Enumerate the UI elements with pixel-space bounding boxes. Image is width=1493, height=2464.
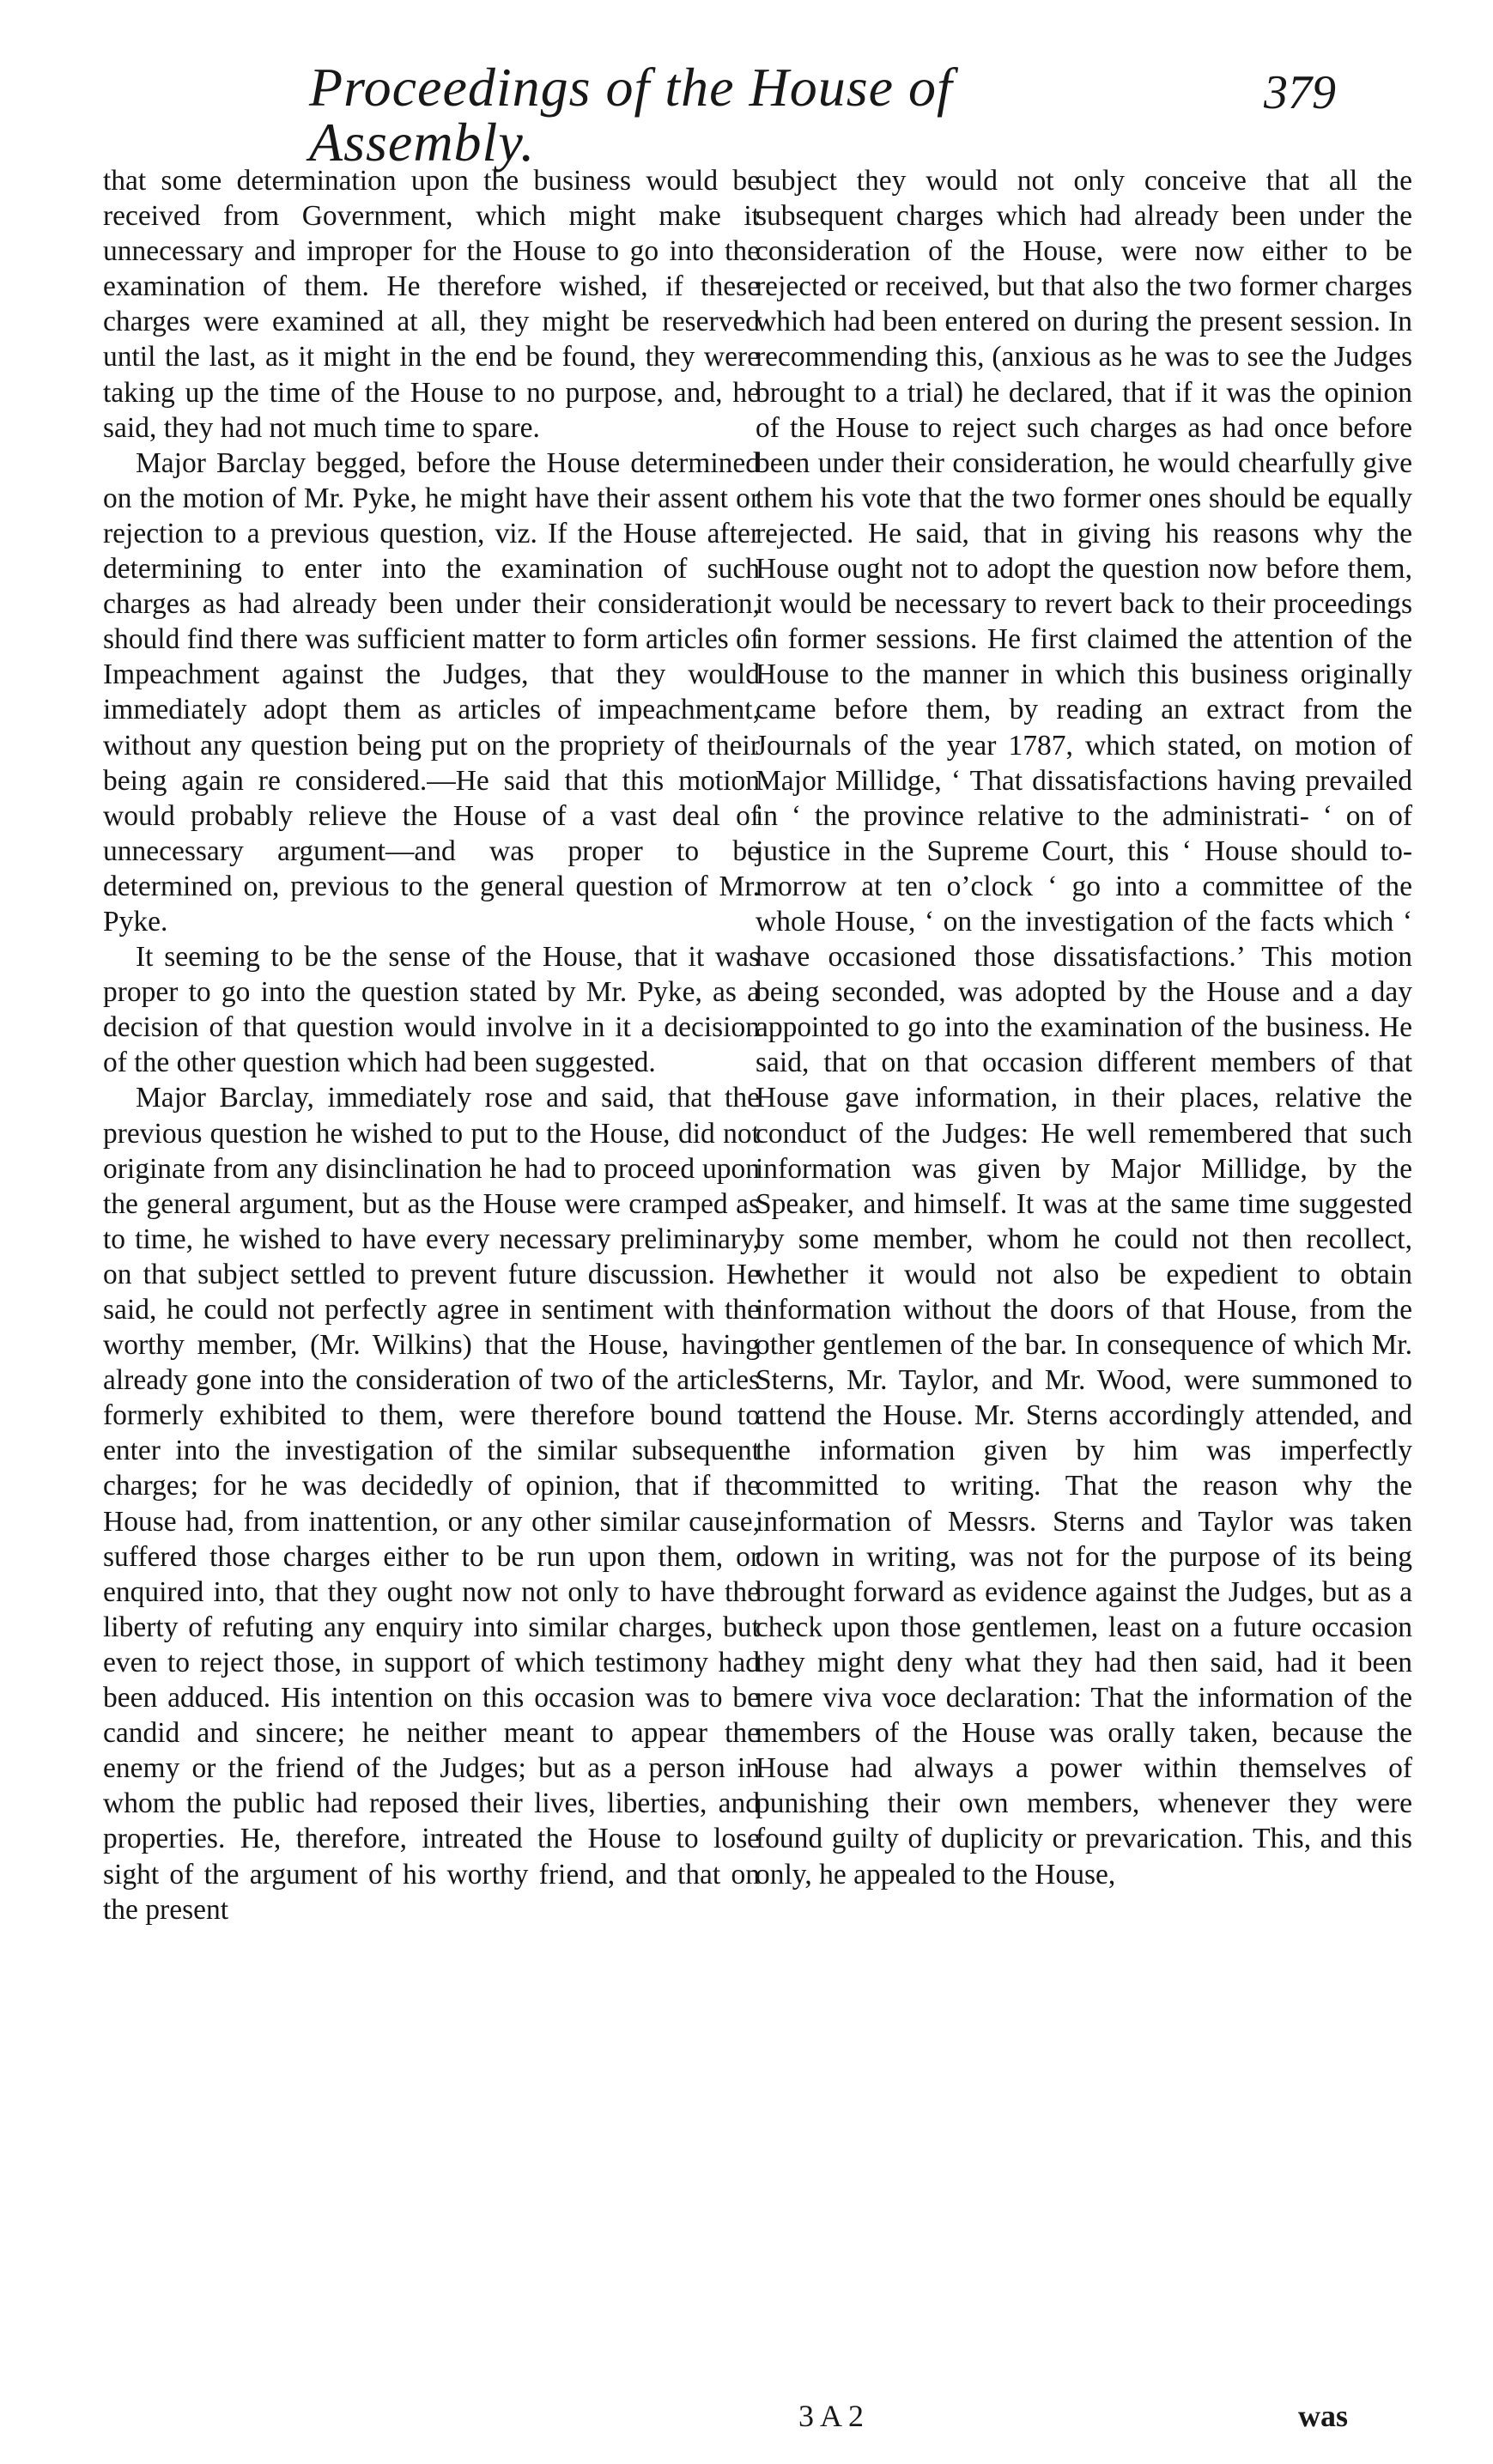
paragraph: Major Barclay begged, before the House determined on the motion of Mr. Pyke, he might have their assent or rejection to a previous question, viz. If the House after determining to enter into the examination of such charges as had already been under their consideration, should find there was sufficient matter to form articles of Impeachment against the Judges, that they would immediately adopt them as articles of impeachment, without any question being put on the propriety of their being again re considered.—He said that this motion would probably relieve the House of a vast deal of unnecessary argument—and was proper to be determined on, previous to the general question of Mr. Pyke.: [103, 446, 761, 938]
paragraph: It seeming to be the sense of the House, that it was proper to go into the question stated by Mr. Pyke, as a decision of that question would involve in it a decision of the other question which had been suggested.: [103, 941, 760, 1079]
left-column: [103, 163, 760, 1927]
paragraph: that some determination upon the business would be received from Government, which might make it unnecessary and improper for the House to go into the examination of them. He therefore wished, if these charges were examined at all, they might be reserved until the last, as it might in the end be found, they were taking up the time of the House to no purpose, and, he said, they had not much time to spare.: [103, 165, 760, 444]
catchword: was: [1298, 2399, 1349, 2433]
running-header: Proceedings of the House of Assembly.: [309, 57, 953, 173]
signature-mark: 3 A 2: [798, 2399, 865, 2433]
right-column: [756, 163, 1412, 1892]
paragraph: subject they would not only conceive that all the subsequent charges which had already been under the consideration of the House, were now either to be rejected or received, but that also the two former charges which had been entered on during the present session. In recommending this, (anxious as he was to see the Judges brought to a trial) he declared, that if it was the opinion of the House to reject such charges as had once before been under their consideration, he would chearfully give them his vote that the two former ones should be equally rejected. He said, that in giving his reasons why the House ought not to adopt the question now before them, it would be necessary to revert back to their proceedings in former sessions. He first claimed the attention of the House to the manner in which this business originally came before them, by reading an extract from the Journals of the year 1787, which stated, on motion of Major Millidge, ‘ That dissatisfactions having prevailed in ‘ the province relative to the administrati- ‘ on of justice in the Supreme Court, this ‘ House should to-morrow at ten o’clock ‘ go into a committee of the whole House, ‘ on the investigation of the facts which ‘ have occasioned those dissatisfactions.’ This motion being seconded, was adopted by the House and a day appointed to go into the examination of the business. He said, that on that occasion different members of that House gave information, in their places, relative the conduct of the Judges: He well remembered that such information was given by Major Millidge, by the Speaker, and himself. It was at the same time suggested by some member, whom he could not then recollect, whether it would not also be expedient to obtain information without the doors of that House, from the other gentlemen of the bar. In consequence of which Mr. Sterns, Mr. Taylor, and Mr. Wood, were summoned to attend the House. Mr. Sterns accordingly attended, and the information given by him was imperfectly committed to writing. That the reason why the information of Messrs. Sterns and Taylor was taken down in writing, was not for the purpose of its being brought forward as evidence against the Judges, but as a check upon those gentlemen, least on a future occasion they might deny what they had then said, had it been mere viva voce declaration: That the information of the members of the House was orally taken, because the House had always a power within themselves of punishing their own members, whenever they were found guilty of duplicity or prevarication. This, and this only, he appealed to the House,: [756, 165, 1412, 1890]
paragraph: Major Barclay, immediately rose and said, that the previous question he wished to put to the House, did not originate from any disinclination he had to proceed upon the general argument, but as the House were cramped as to time, he wished to have every necessary preliminary, on that subject settled to prevent future discussion. He said, he could not perfectly agree in sentiment with the worthy member, (Mr. Wilkins) that the House, having already gone into the consideration of two of the articles formerly exhibited to them, were therefore bound to enter into the investigation of the similar subsequent charges; for he was decidedly of opinion, that if the House had, from inattention, or any other similar cause, suffered those charges either to be run upon them, or enquired into, that they ought now not only to have the liberty of refuting any enquiry into similar charges, but even to reject those, in support of which testimony had been adduced. His intention on this occasion was to be candid and sincere; he neither meant to appear the enemy or the friend of the Judges; but as a person in whom the public had reposed their lives, liberties, and properties. He, therefore, intreated the House to lose sight of the argument of his worthy friend, and that on the present: [103, 1082, 760, 1926]
page-number: 379: [1264, 66, 1336, 119]
